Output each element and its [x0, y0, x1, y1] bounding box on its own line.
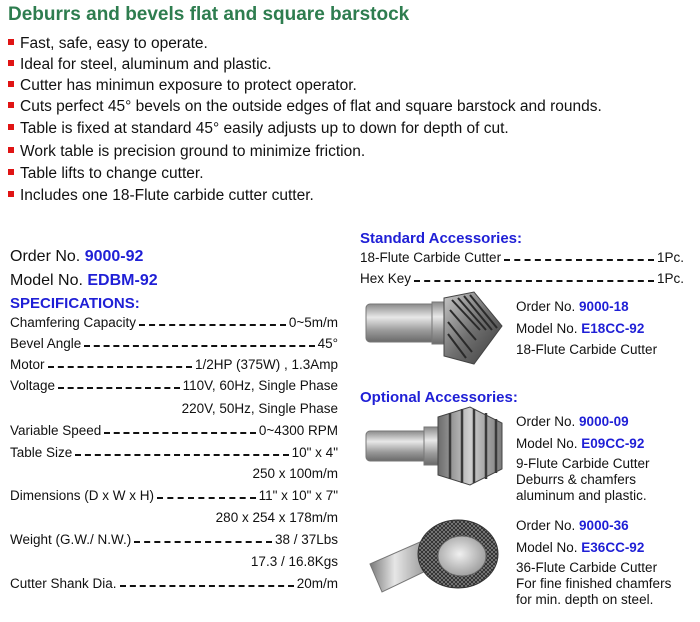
cutter-36-flute-image: [362, 512, 507, 612]
order-number: Order No. 9000-92: [10, 248, 144, 265]
bullet-icon: [8, 39, 14, 45]
spec-row-continued: 280 x 254 x 178m/m: [215, 510, 338, 525]
spec-row: Bevel Angle 45°: [10, 336, 338, 351]
cutter-18-flute-image: [362, 290, 507, 368]
spec-row: Table Size 10" x 4": [10, 445, 338, 460]
page-title: Deburrs and bevels flat and square barstock: [8, 4, 410, 25]
optional-accessories-heading: Optional Accessories:: [360, 389, 518, 406]
bullet-icon: [8, 147, 14, 153]
spec-row: Dimensions (D x W x H) 11" x 10" x 7": [10, 488, 338, 503]
feature-item: Cuts perfect 45° bevels on the outside edges of flat and square barstock and rounds.: [8, 98, 602, 116]
specs-heading: SPECIFICATIONS:: [10, 295, 140, 312]
accessory-row: 18-Flute Carbide Cutter 1Pc.: [360, 250, 684, 265]
bullet-icon: [8, 102, 14, 108]
feature-item: Ideal for steel, aluminum and plastic.: [8, 56, 272, 74]
spec-row-continued: 250 x 100m/m: [252, 466, 338, 481]
standard-product-info: Order No. 9000-18 Model No. E18CC-92 18-Flute Carbide Cutter: [516, 299, 658, 357]
feature-item: Cutter has minimun exposure to protect operator.: [8, 77, 357, 95]
bullet-icon: [8, 124, 14, 130]
optional-product-info-1: Order No. 9000-09 Model No. E09CC-92 9-Flute Carbide Cutter Deburrs & chamfers aluminum and plastic.: [516, 414, 650, 503]
accessory-row: Hex Key 1Pc.: [360, 271, 684, 286]
spec-row-continued: 17.3 / 16.8Kgs: [250, 554, 338, 569]
spec-row: Variable Speed 0~4300 RPM: [10, 423, 338, 438]
bullet-icon: [8, 60, 14, 66]
spec-row-continued: 220V, 50Hz, Single Phase: [181, 401, 338, 416]
spec-row: Motor 1/2HP (375W) , 1.3Amp: [10, 357, 338, 372]
spec-row: Chamfering Capacity 0~5m/m: [10, 315, 338, 330]
bullet-icon: [8, 81, 14, 87]
spec-row: Cutter Shank Dia. 20m/m: [10, 576, 338, 591]
feature-item: Table is fixed at standard 45° easily adjusts up to down for depth of cut.: [8, 120, 509, 138]
bullet-icon: [8, 169, 14, 175]
feature-item: Includes one 18-Flute carbide cutter cutter.: [8, 187, 314, 205]
feature-item: Table lifts to change cutter.: [8, 165, 204, 183]
cutter-9-flute-image: [362, 405, 507, 487]
feature-item: Fast, safe, easy to operate.: [8, 35, 208, 53]
standard-accessories-heading: Standard Accessories:: [360, 230, 523, 247]
feature-item: Work table is precision ground to minimize friction.: [8, 143, 365, 161]
optional-product-info-2: Order No. 9000-36 Model No. E36CC-92 36-Flute Carbide Cutter For fine finished chamfers for min. depth on steel.: [516, 518, 672, 607]
model-number: Model No. EDBM-92: [10, 272, 158, 289]
spec-row: Voltage 110V, 60Hz, Single Phase: [10, 378, 338, 393]
spec-row: Weight (G.W./ N.W.) 38 / 37Lbs: [10, 532, 338, 547]
bullet-icon: [8, 191, 14, 197]
